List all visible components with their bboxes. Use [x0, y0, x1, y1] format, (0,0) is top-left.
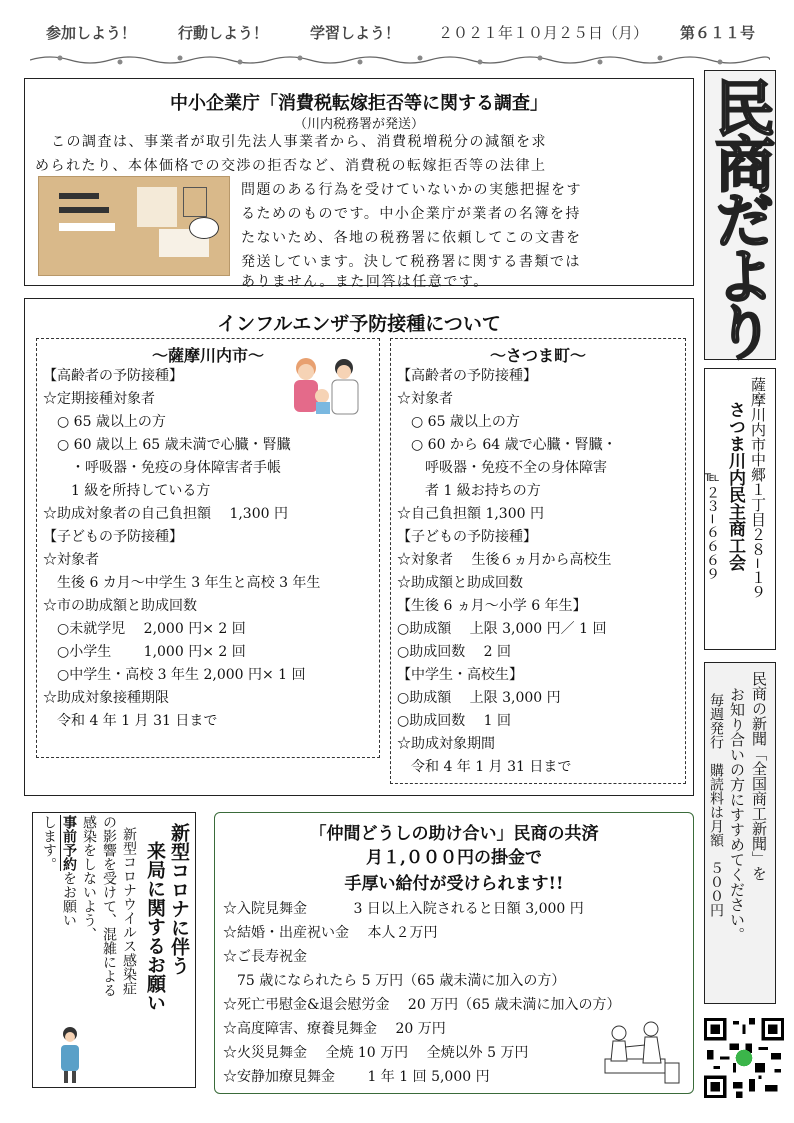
corona-body-5: します。 — [41, 815, 57, 871]
vine-divider — [30, 54, 770, 66]
flu-city-title: 〜薩摩川内市〜 — [151, 346, 264, 365]
envelope-photo — [38, 176, 230, 276]
flu-town-line: ○助成回数 1 回 — [397, 713, 512, 729]
flu-city-line: 【子どもの予防接種】 — [43, 529, 183, 545]
qr-code[interactable] — [704, 1018, 784, 1098]
corona-body-1: 新型コロナウイルス感染症 — [121, 827, 137, 995]
mutual-title-3: 手厚い給付が受けられます!! — [344, 874, 564, 894]
mutual-title-1: 「仲間どうしの助け合い」民商の共済 — [309, 824, 599, 844]
flu-city-line: ☆助成対象接種期限 — [43, 690, 169, 706]
flu-town-line: ☆自己負担額 1,300 円 — [397, 506, 544, 522]
mutual-benefit-list — [223, 897, 620, 1089]
flu-town-line: 【中学生・高校生】 — [397, 667, 523, 683]
flu-town-line: ○ 65 歳以上の方 — [397, 414, 520, 430]
flu-city-line: ☆市の助成額と助成回数 — [43, 598, 197, 614]
promo-line-3: 毎週発行 購読料は月額 ５００円 — [708, 693, 724, 917]
org-address: 薩摩川内市中郷１丁目２８−１９ — [749, 377, 767, 600]
slogan-learn: 学習しよう！ — [310, 24, 401, 42]
mutual-benefit-line: ☆結婚・出産祝い金 本人２万円 — [223, 925, 438, 941]
mutual-benefit-line: ☆ご長寿祝金 — [223, 949, 307, 965]
flu-city-line: 【高齢者の予防接種】 — [43, 368, 183, 384]
flu-city-list — [43, 365, 320, 733]
mutual-benefit-line: ☆死亡弔慰金&退会慰労金 20 万円（65 歳未満に加入の方） — [223, 997, 621, 1013]
mutual-benefit-line: ☆高度障害、療養見舞金 20 万円 — [223, 1021, 446, 1037]
reservation-highlight: 事前予約 — [61, 815, 77, 871]
corona-heading-1: 新型コロナに伴う — [168, 823, 190, 975]
mutual-benefit-line: ☆入院見舞金 3 日以上入院されると日額 3,000 円 — [223, 901, 584, 917]
corona-body-4 — [59, 815, 79, 927]
flu-town-line: 呼吸器・免疫不全の身体障害 — [397, 460, 607, 476]
flu-title: インフルエンザ予防接種について — [217, 313, 501, 335]
mutual-aid-article — [214, 812, 694, 1094]
flu-city-line: ○中学生・高校 3 年生 2,000 円× 1 回 — [43, 667, 306, 683]
survey-line-3: 問題のある行為を受けていないかの実態把握をす — [241, 182, 582, 198]
tel-number: ２３−６６６９ — [704, 485, 720, 581]
flu-city-line: ☆定期接種対象者 — [43, 391, 155, 407]
flu-town-line: ○助成回数 2 回 — [397, 644, 512, 660]
flu-city-line: ☆助成対象者の自己負担額 1,300 円 — [43, 506, 288, 522]
flu-town-list — [397, 365, 617, 779]
flu-city-line: ・呼吸器・免疫の身体障害者手帳 — [43, 460, 281, 476]
corona-body-2: の影響を受けて、混雑による — [101, 815, 117, 997]
flu-town-line: 【子どもの予防接種】 — [397, 529, 537, 545]
issue-date: ２０２１年１０月２５日（月） — [438, 24, 649, 42]
flu-city-line: 生後 6 カ月〜中学生 3 年生と高校 3 年生 — [43, 575, 321, 591]
mutual-benefit-line: ☆安静加療見舞金 1 年 1 回 5,000 円 — [223, 1069, 490, 1085]
flu-town-title: 〜さつま町〜 — [489, 346, 586, 365]
corona-notice — [32, 812, 196, 1088]
survey-line-5: たないため、各地の税務署に依頼してこの文書を — [241, 230, 582, 246]
masthead-title: 民商だより — [705, 77, 775, 357]
corona-body-3: 感染をしないよう、 — [81, 815, 97, 941]
flu-city-line: 令和 4 年 1 月 31 日まで — [43, 713, 218, 729]
flu-town-line: 者 1 級お持ちの方 — [397, 483, 541, 499]
flu-city-line: ○ 65 歳以上の方 — [43, 414, 166, 430]
flu-town-line: ☆対象者 — [397, 391, 453, 407]
flu-city-line: ○ 60 歳以上 65 歳未満で心臓・腎臓 — [43, 437, 291, 453]
tel-label: ℡ — [704, 469, 720, 485]
flu-town-line: ☆助成額と助成回数 — [397, 575, 523, 591]
org-phone — [703, 469, 721, 581]
promo-line-1: 民商の新聞「全国商工新聞」を — [750, 671, 768, 881]
survey-line-1: この調査は、事業者が取引先法人事業者から、消費税増税分の減額を求 — [51, 134, 547, 150]
header-bar — [40, 18, 760, 48]
masthead-address-box — [704, 368, 776, 650]
corona-heading-2: 来局に関するお願い — [144, 841, 166, 1012]
flu-city-line: 1 級を所持している方 — [43, 483, 211, 499]
masthead-title-box — [704, 70, 776, 360]
flu-city-line: ○未就学児 2,000 円× 2 回 — [43, 621, 246, 637]
survey-line-4: るためのものです。中小企業庁が業者の名簿を持 — [241, 206, 581, 222]
mutual-title-2: 月１,０００円の掛金で — [366, 848, 542, 868]
flu-town-line: ☆助成対象期間 — [397, 736, 495, 752]
flu-town-line: ○ 60 から 64 歳で心臓・腎臓・ — [397, 437, 617, 453]
caregiving-illustration — [599, 1013, 685, 1089]
corona-body-4-text: をお願い — [61, 871, 77, 927]
promo-line-2: お知り合いの方にすすめてください。 — [728, 687, 746, 942]
slogan-join: 参加しよう！ — [46, 24, 137, 42]
receptionist-illustration — [57, 1025, 83, 1085]
flu-town-line: ☆対象者 生後６ヵ月から高校生 — [397, 552, 612, 568]
survey-line-2: められたり、本体価格での交渉の拒否など、消費税の転嫁拒否等の法律上 — [35, 158, 547, 174]
survey-line-6: 発送しています。決して税務署に関する書類では — [241, 254, 581, 270]
flu-town-panel — [390, 338, 686, 784]
flu-town-line: ○助成額 上限 3,000 円／ 1 回 — [397, 621, 607, 637]
slogan-act: 行動しよう！ — [178, 24, 269, 42]
flu-town-line: ○助成額 上限 3,000 円 — [397, 690, 561, 706]
survey-line-7: ありません。また回答は任意です。 — [241, 274, 489, 290]
org-name: さつま川内民主商工会 — [725, 401, 745, 571]
flu-town-line: 【高齢者の予防接種】 — [397, 368, 537, 384]
newspaper-promo — [704, 662, 776, 1004]
flu-city-line: ○小学生 1,000 円× 2 回 — [43, 644, 246, 660]
flu-town-line: 【生後 6 ヵ月〜小学 6 年生】 — [397, 598, 587, 614]
mutual-benefit-line: 75 歳になられたら 5 万円（65 歳未満に加入の方） — [223, 973, 566, 989]
mutual-benefit-line: ☆火災見舞金 全焼 10 万円 全焼以外 5 万円 — [223, 1045, 529, 1061]
flu-city-line: ☆対象者 — [43, 552, 99, 568]
vaccination-illustration — [286, 350, 366, 420]
survey-subtitle: （川内税務署が発送） — [293, 117, 424, 132]
issue-number: 第６１１号 — [680, 24, 756, 42]
flu-town-line: 令和 4 年 1 月 31 日まで — [397, 759, 572, 775]
survey-title: 中小企業庁「消費税転嫁拒否等に関する調査」 — [170, 93, 548, 114]
